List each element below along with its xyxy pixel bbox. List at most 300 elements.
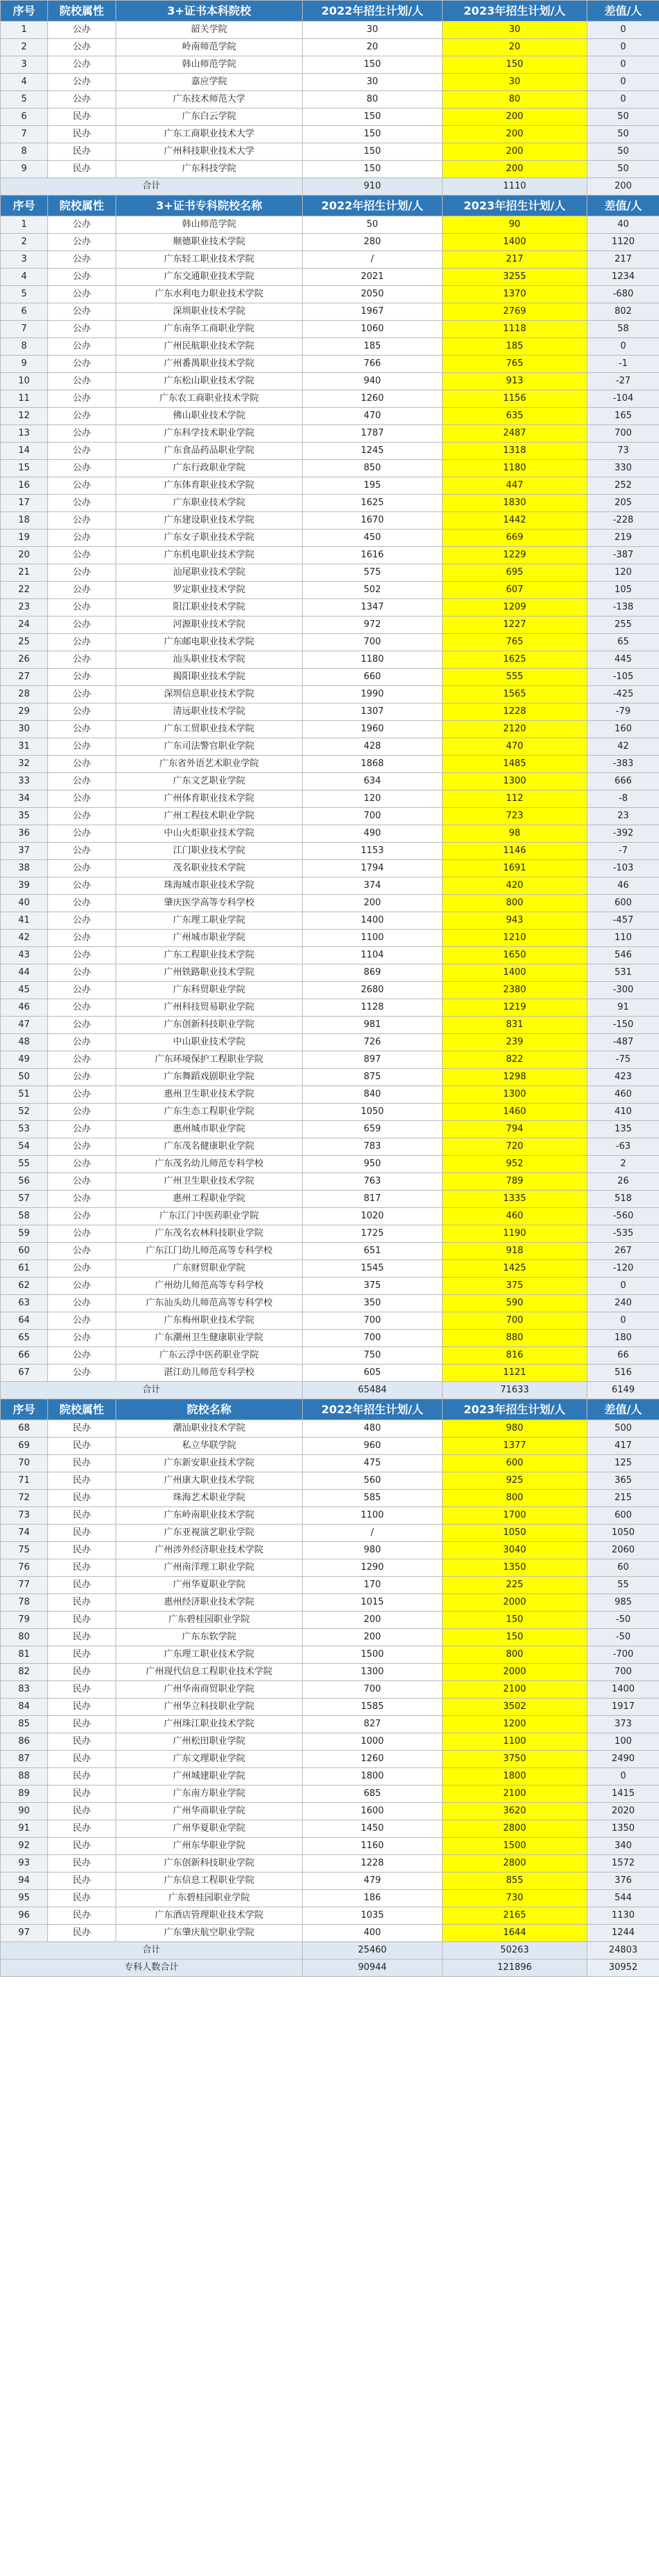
type-cell: 公办 (48, 56, 116, 74)
seq-cell: 72 (1, 1490, 48, 1507)
difference-cell: 60 (587, 1559, 659, 1577)
plan-2023-cell: 952 (443, 1156, 587, 1173)
type-cell: 民办 (48, 1716, 116, 1733)
school-name-cell: 广东信息工程职业学院 (116, 1873, 303, 1890)
school-name-cell: 广东机电职业技术学院 (116, 547, 303, 564)
seq-cell: 21 (1, 564, 48, 582)
school-name-cell: 广州华夏职业学院 (116, 1577, 303, 1594)
table-row (1, 109, 659, 126)
school-name-cell: 中山火炬职业技术学院 (116, 825, 303, 843)
plan-2022-cell: / (303, 1525, 443, 1542)
type-cell: 公办 (48, 1243, 116, 1260)
plan-2022-cell: 1020 (303, 1208, 443, 1225)
plan-2022-cell: 869 (303, 964, 443, 982)
type-cell: 公办 (48, 825, 116, 843)
table-row (1, 1803, 659, 1820)
type-cell: 公办 (48, 477, 116, 495)
table-row (1, 74, 659, 91)
school-name-cell: 广东江门幼儿师范高等专科学校 (116, 1243, 303, 1260)
seq-cell: 52 (1, 1104, 48, 1121)
plan-2022-cell: 1670 (303, 512, 443, 530)
school-name-cell: 广东水利电力职业技术学院 (116, 286, 303, 303)
table-row (1, 982, 659, 999)
difference-cell: -535 (587, 1225, 659, 1243)
type-cell: 民办 (48, 109, 116, 126)
seq-cell: 7 (1, 321, 48, 338)
school-name-cell: 广东建设职业技术学院 (116, 512, 303, 530)
type-cell: 公办 (48, 686, 116, 703)
school-name-cell: 汕尾职业技术学院 (116, 564, 303, 582)
type-cell: 公办 (48, 669, 116, 686)
plan-2023-cell: 3750 (443, 1751, 587, 1768)
type-cell: 公办 (48, 617, 116, 634)
plan-2022-cell: 1180 (303, 651, 443, 669)
plan-2022-cell: 700 (303, 1330, 443, 1347)
school-name-cell: 深圳信息职业技术学院 (116, 686, 303, 703)
plan-2023-cell: 447 (443, 477, 587, 495)
table-row (1, 126, 659, 143)
seq-cell: 31 (1, 738, 48, 756)
difference-cell: 1415 (587, 1786, 659, 1803)
column-header: 差值/人 (587, 196, 659, 216)
type-cell: 民办 (48, 1559, 116, 1577)
difference-cell: 802 (587, 303, 659, 321)
type-cell: 民办 (48, 1577, 116, 1594)
school-name-cell: 广东科贸职业学院 (116, 982, 303, 999)
table-row (1, 547, 659, 564)
table-row (1, 1629, 659, 1646)
type-cell: 民办 (48, 143, 116, 161)
seq-cell: 6 (1, 109, 48, 126)
difference-cell: 1130 (587, 1907, 659, 1925)
type-cell: 公办 (48, 1069, 116, 1086)
difference-cell: -1 (587, 356, 659, 373)
plan-2023-cell: 1700 (443, 1507, 587, 1525)
difference-cell: 91 (587, 999, 659, 1017)
seq-cell: 2 (1, 39, 48, 56)
plan-2023-cell: 217 (443, 251, 587, 269)
school-name-cell: 顺德职业技术学院 (116, 234, 303, 251)
plan-2023-cell: 375 (443, 1278, 587, 1295)
school-name-cell: 广州城市职业学院 (116, 930, 303, 947)
type-cell: 公办 (48, 495, 116, 512)
school-name-cell: 广东创新科技职业学院 (116, 1855, 303, 1873)
plan-2023-cell: 800 (443, 895, 587, 912)
plan-2023-cell: 1227 (443, 617, 587, 634)
school-name-cell: 广州东华职业学院 (116, 1838, 303, 1855)
table-row (1, 1173, 659, 1191)
difference-cell: -7 (587, 843, 659, 860)
seq-cell: 74 (1, 1525, 48, 1542)
plan-2022-cell: 479 (303, 1873, 443, 1890)
plan-2023-cell: 1400 (443, 234, 587, 251)
school-name-cell: 广东环境保护工程职业学院 (116, 1051, 303, 1069)
seq-cell: 83 (1, 1681, 48, 1699)
type-cell: 公办 (48, 1086, 116, 1104)
school-name-cell: 广州华商职业学院 (116, 1803, 303, 1820)
table-row (1, 303, 659, 321)
difference-cell: 546 (587, 947, 659, 964)
difference-cell: 0 (587, 1768, 659, 1786)
seq-cell: 68 (1, 1420, 48, 1438)
difference-cell: 110 (587, 930, 659, 947)
plan-2023-cell: 1500 (443, 1838, 587, 1855)
school-name-cell: 广州现代信息工程职业技术学院 (116, 1664, 303, 1681)
seq-cell: 43 (1, 947, 48, 964)
school-name-cell: 广东职业技术学院 (116, 495, 303, 512)
plan-2023-cell: 3502 (443, 1699, 587, 1716)
plan-2022-cell: 1450 (303, 1820, 443, 1838)
plan-2022-cell: 575 (303, 564, 443, 582)
seq-cell: 57 (1, 1191, 48, 1208)
plan-2023-cell: 1298 (443, 1069, 587, 1086)
plan-2022-cell: 30 (303, 74, 443, 91)
seq-cell: 3 (1, 251, 48, 269)
difference-cell: -27 (587, 373, 659, 390)
type-cell: 民办 (48, 1525, 116, 1542)
plan-2022-cell: 470 (303, 408, 443, 425)
difference-cell: 50 (587, 109, 659, 126)
difference-cell: -8 (587, 790, 659, 808)
difference-cell: 531 (587, 964, 659, 982)
table-row (1, 808, 659, 825)
plan-2022-cell: 150 (303, 56, 443, 74)
grand-total-2023: 121896 (443, 1959, 587, 1977)
seq-cell: 71 (1, 1472, 48, 1490)
difference-cell: 100 (587, 1733, 659, 1751)
table-row (1, 356, 659, 373)
plan-2022-cell: 700 (303, 634, 443, 651)
plan-2023-cell: 80 (443, 91, 587, 109)
difference-cell: 66 (587, 1347, 659, 1365)
seq-cell: 9 (1, 161, 48, 178)
seq-cell: 50 (1, 1069, 48, 1086)
school-name-cell: 广州华立科技职业学院 (116, 1699, 303, 1716)
type-cell: 民办 (48, 1438, 116, 1455)
seq-cell: 63 (1, 1295, 48, 1312)
plan-2022-cell: 763 (303, 1173, 443, 1191)
grand-total-label: 专科人数合计 (1, 1959, 303, 1977)
table-row (1, 1838, 659, 1855)
difference-cell: 0 (587, 56, 659, 74)
difference-cell: 0 (587, 1278, 659, 1295)
school-name-cell: 广东女子职业技术学院 (116, 530, 303, 547)
seq-cell: 88 (1, 1768, 48, 1786)
seq-cell: 92 (1, 1838, 48, 1855)
table-row (1, 1312, 659, 1330)
difference-cell: 1234 (587, 269, 659, 286)
table-row (1, 1086, 659, 1104)
school-name-cell: 广州民航职业技术学院 (116, 338, 303, 356)
table-row (1, 1925, 659, 1942)
seq-cell: 2 (1, 234, 48, 251)
type-cell: 公办 (48, 1104, 116, 1121)
seq-cell: 93 (1, 1855, 48, 1873)
school-name-cell: 惠州经济职业技术学院 (116, 1594, 303, 1612)
seq-cell: 73 (1, 1507, 48, 1525)
seq-cell: 36 (1, 825, 48, 843)
table-row (1, 234, 659, 251)
seq-cell: 54 (1, 1138, 48, 1156)
seq-cell: 40 (1, 895, 48, 912)
type-cell: 公办 (48, 1191, 116, 1208)
plan-2023-cell: 1370 (443, 286, 587, 303)
school-name-cell: 广东文艺职业学院 (116, 773, 303, 790)
school-name-cell: 广东工贸职业技术学院 (116, 721, 303, 738)
type-cell: 公办 (48, 234, 116, 251)
school-name-cell: 河源职业技术学院 (116, 617, 303, 634)
difference-cell: 0 (587, 1312, 659, 1330)
school-name-cell: 广东技术师范大学 (116, 91, 303, 109)
school-name-cell: 广东岭南职业技术学院 (116, 1507, 303, 1525)
plan-2022-cell: 502 (303, 582, 443, 599)
school-name-cell: 汕头职业技术学院 (116, 651, 303, 669)
school-name-cell: 广东肇庆航空职业学院 (116, 1925, 303, 1942)
school-name-cell: 广东东软学院 (116, 1629, 303, 1646)
seq-cell: 19 (1, 530, 48, 547)
table-row (1, 1716, 659, 1733)
school-name-cell: 广州工程技术职业学院 (116, 808, 303, 825)
school-name-cell: 广东文理职业学院 (116, 1751, 303, 1768)
difference-cell: 120 (587, 564, 659, 582)
school-name-cell: 惠州卫生职业技术学院 (116, 1086, 303, 1104)
type-cell: 公办 (48, 790, 116, 808)
plan-2022-cell: 1725 (303, 1225, 443, 1243)
plan-2023-cell: 2769 (443, 303, 587, 321)
plan-2023-cell: 700 (443, 1312, 587, 1330)
type-cell: 公办 (48, 860, 116, 877)
table-row (1, 582, 659, 599)
difference-cell: 40 (587, 216, 659, 234)
table-row (1, 1260, 659, 1278)
plan-2023-cell: 800 (443, 1490, 587, 1507)
difference-cell: 73 (587, 443, 659, 460)
plan-2022-cell: 200 (303, 1629, 443, 1646)
difference-cell: 2060 (587, 1542, 659, 1559)
type-cell: 公办 (48, 564, 116, 582)
table-row (1, 1472, 659, 1490)
column-header: 序号 (1, 1, 48, 22)
type-cell: 公办 (48, 1278, 116, 1295)
plan-2022-cell: 685 (303, 1786, 443, 1803)
plan-2023-cell: 1485 (443, 756, 587, 773)
plan-2022-cell: 950 (303, 1156, 443, 1173)
table-row (1, 1873, 659, 1890)
difference-cell: 985 (587, 1594, 659, 1612)
column-header: 院校属性 (48, 196, 116, 216)
type-cell: 公办 (48, 1330, 116, 1347)
section-total-row (1, 1382, 659, 1399)
difference-cell: 165 (587, 408, 659, 425)
plan-2023-cell: 2800 (443, 1820, 587, 1838)
plan-2022-cell: 840 (303, 1086, 443, 1104)
table-row (1, 1820, 659, 1838)
difference-cell: -228 (587, 512, 659, 530)
plan-2022-cell: 1000 (303, 1733, 443, 1751)
type-cell: 公办 (48, 738, 116, 756)
school-name-cell: 江门职业技术学院 (116, 843, 303, 860)
seq-cell: 23 (1, 599, 48, 617)
school-name-cell: 广东碧桂园职业学院 (116, 1612, 303, 1629)
table-row (1, 860, 659, 877)
table-row (1, 895, 659, 912)
type-cell: 公办 (48, 1295, 116, 1312)
plan-2023-cell: 420 (443, 877, 587, 895)
plan-2023-cell: 925 (443, 1472, 587, 1490)
seq-cell: 5 (1, 286, 48, 303)
plan-2023-cell: 913 (443, 373, 587, 390)
difference-cell: 1350 (587, 1820, 659, 1838)
table-row (1, 1664, 659, 1681)
seq-cell: 51 (1, 1086, 48, 1104)
difference-cell: -150 (587, 1017, 659, 1034)
plan-2022-cell: 1260 (303, 390, 443, 408)
plan-2022-cell: 1015 (303, 1594, 443, 1612)
table-row (1, 338, 659, 356)
table-row (1, 1786, 659, 1803)
plan-2023-cell: 765 (443, 634, 587, 651)
type-cell: 民办 (48, 1594, 116, 1612)
type-cell: 公办 (48, 547, 116, 564)
type-cell: 民办 (48, 1873, 116, 1890)
plan-2022-cell: 897 (303, 1051, 443, 1069)
seq-cell: 6 (1, 303, 48, 321)
plan-2022-cell: 50 (303, 216, 443, 234)
plan-2022-cell: 350 (303, 1295, 443, 1312)
plan-2023-cell: 225 (443, 1577, 587, 1594)
difference-cell: -50 (587, 1629, 659, 1646)
table-row (1, 143, 659, 161)
plan-2022-cell: 726 (303, 1034, 443, 1051)
school-name-cell: 广东交通职业技术学院 (116, 269, 303, 286)
plan-2023-cell: 2165 (443, 1907, 587, 1925)
table-row (1, 56, 659, 74)
table-row (1, 1034, 659, 1051)
plan-2022-cell: 1153 (303, 843, 443, 860)
school-name-cell: 广东碧桂园职业学院 (116, 1890, 303, 1907)
type-cell: 公办 (48, 808, 116, 825)
school-name-cell: 广东梅州职业技术学院 (116, 1312, 303, 1330)
plan-2022-cell: 1990 (303, 686, 443, 703)
plan-2022-cell: 2021 (303, 269, 443, 286)
table-row (1, 843, 659, 860)
plan-2023-cell: 460 (443, 1208, 587, 1225)
type-cell: 民办 (48, 1699, 116, 1716)
column-header: 3+证书专科院校名称 (116, 196, 303, 216)
plan-2022-cell: 1300 (303, 1664, 443, 1681)
table-row (1, 425, 659, 443)
table-row (1, 460, 659, 477)
difference-cell: 410 (587, 1104, 659, 1121)
difference-cell: 252 (587, 477, 659, 495)
school-name-cell: 惠州工程职业学院 (116, 1191, 303, 1208)
table-row (1, 477, 659, 495)
difference-cell: 180 (587, 1330, 659, 1347)
type-cell: 民办 (48, 1733, 116, 1751)
table-row (1, 91, 659, 109)
plan-2023-cell: 600 (443, 1455, 587, 1472)
plan-2023-cell: 720 (443, 1138, 587, 1156)
difference-cell: 125 (587, 1455, 659, 1472)
difference-cell: 417 (587, 1438, 659, 1455)
seq-cell: 5 (1, 91, 48, 109)
plan-2022-cell: 170 (303, 1577, 443, 1594)
school-name-cell: 广州珠江职业技术学院 (116, 1716, 303, 1733)
plan-2022-cell: 1100 (303, 1507, 443, 1525)
plan-2022-cell: 660 (303, 669, 443, 686)
seq-cell: 4 (1, 74, 48, 91)
school-name-cell: 广州华夏职业学院 (116, 1820, 303, 1838)
table-row (1, 964, 659, 982)
seq-cell: 87 (1, 1751, 48, 1768)
school-name-cell: 广东茂名健康职业学院 (116, 1138, 303, 1156)
type-cell: 公办 (48, 321, 116, 338)
table-row (1, 495, 659, 512)
seq-cell: 17 (1, 495, 48, 512)
difference-cell: 330 (587, 460, 659, 477)
school-name-cell: 广东食品药品职业学院 (116, 443, 303, 460)
difference-cell: -392 (587, 825, 659, 843)
school-name-cell: 广州卫生职业技术学院 (116, 1173, 303, 1191)
table-row (1, 530, 659, 547)
plan-2023-cell: 943 (443, 912, 587, 930)
plan-2023-cell: 669 (443, 530, 587, 547)
school-name-cell: 广东亚视演艺职业学院 (116, 1525, 303, 1542)
school-name-cell: 广东南华工商职业学院 (116, 321, 303, 338)
plan-2023-cell: 590 (443, 1295, 587, 1312)
table-row (1, 930, 659, 947)
type-cell: 公办 (48, 773, 116, 790)
school-name-cell: 茂名职业技术学院 (116, 860, 303, 877)
column-header: 2023年招生计划/人 (443, 1399, 587, 1420)
seq-cell: 29 (1, 703, 48, 721)
seq-cell: 96 (1, 1907, 48, 1925)
plan-2023-cell: 2800 (443, 1855, 587, 1873)
type-cell: 公办 (48, 651, 116, 669)
school-name-cell: 广东理工职业学院 (116, 912, 303, 930)
difference-cell: -79 (587, 703, 659, 721)
table-row (1, 1594, 659, 1612)
type-cell: 公办 (48, 269, 116, 286)
table-row (1, 1121, 659, 1138)
plan-2022-cell: 1600 (303, 1803, 443, 1820)
table-row (1, 1347, 659, 1365)
plan-2022-cell: 605 (303, 1365, 443, 1382)
school-name-cell: 广东科学技术职业学院 (116, 425, 303, 443)
school-name-cell: 惠州城市职业学院 (116, 1121, 303, 1138)
difference-cell: 373 (587, 1716, 659, 1733)
plan-2022-cell: 817 (303, 1191, 443, 1208)
type-cell: 公办 (48, 286, 116, 303)
type-cell: 民办 (48, 1786, 116, 1803)
difference-cell: -104 (587, 390, 659, 408)
plan-2022-cell: 1585 (303, 1699, 443, 1716)
table-row (1, 721, 659, 738)
table-row (1, 1191, 659, 1208)
type-cell: 民办 (48, 1890, 116, 1907)
seq-cell: 49 (1, 1051, 48, 1069)
difference-cell: 460 (587, 1086, 659, 1104)
type-cell: 公办 (48, 390, 116, 408)
difference-cell: 445 (587, 651, 659, 669)
plan-2023-cell: 1377 (443, 1438, 587, 1455)
type-cell: 民办 (48, 126, 116, 143)
seq-cell: 26 (1, 651, 48, 669)
plan-2023-cell: 150 (443, 1612, 587, 1629)
difference-cell: 215 (587, 1490, 659, 1507)
total-2022: 25460 (303, 1942, 443, 1959)
school-name-cell: 广东工程职业技术学院 (116, 947, 303, 964)
